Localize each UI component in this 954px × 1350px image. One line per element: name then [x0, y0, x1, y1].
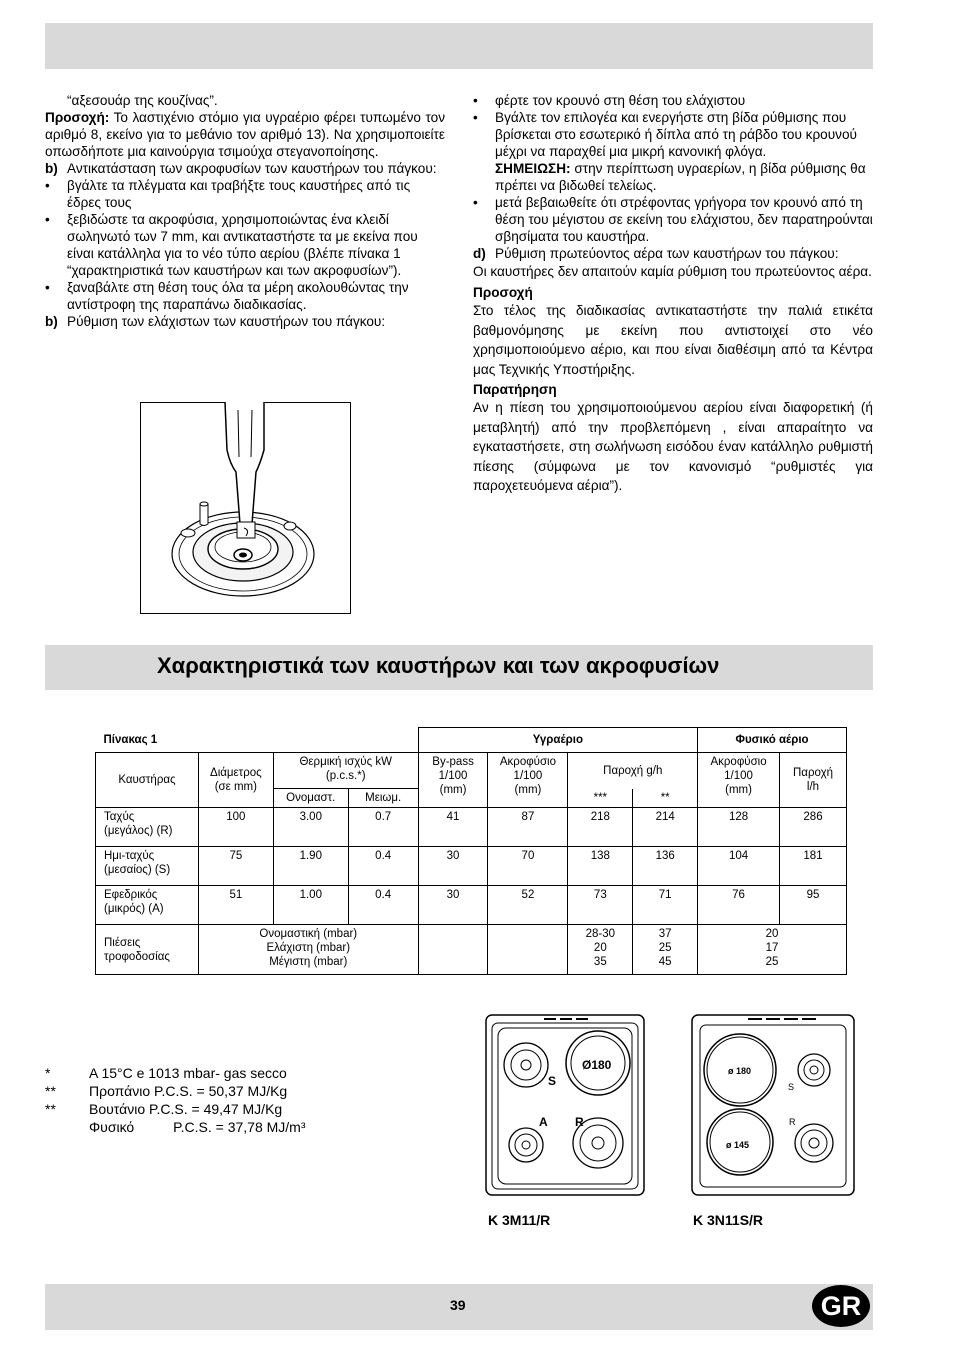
col-flow-gh: Παροχή g/h	[568, 752, 698, 789]
cell-flow-two-star: 136	[633, 847, 698, 886]
cell-ng-nozzle: 128	[698, 808, 780, 847]
cell-flow-three-star: 73	[568, 886, 633, 925]
pressure-three-star: 28-30 20 35	[568, 925, 633, 975]
bullet-text: ξεβιδώστε τα ακροφύσια, χρησιμοποιώντας ένα κλειδί σωληνωτό των 7 mm, και αντικαταστήστε τα με εκείνα που είναι κατάλληλα για το νέο τύπο αερίου (βλέπε πίνακα 1 “χαρακτηριστικά των καυστήρων και των ακροφυσίων”).	[67, 212, 418, 278]
col-nozzle: Ακροφύσιο 1/100 (mm)	[488, 752, 568, 808]
footnote	[45, 1082, 306, 1100]
footnote	[45, 1100, 306, 1118]
right-column	[473, 92, 873, 496]
cell-empty	[488, 925, 568, 975]
table-row	[96, 886, 847, 925]
intro-line: “αξεσουάρ της κουζίνας”.	[67, 93, 218, 108]
bullet-icon: •	[473, 110, 478, 125]
cell-nozzle: 52	[488, 886, 568, 925]
bullet-icon: •	[473, 93, 478, 108]
bullet-item	[45, 177, 445, 211]
model-label: K 3M11/R	[488, 1212, 551, 1228]
cell-flow-two-star: 214	[633, 808, 698, 847]
burner-name: Ημι-ταχύς (μεσαίος) (S)	[96, 847, 199, 886]
diameter-bottom-label: ø 145	[726, 1140, 750, 1150]
cell-reduced: 0.7	[348, 808, 418, 847]
col-diameter: Διάμετρος (σε mm)	[198, 752, 273, 808]
label-s: S	[788, 1082, 795, 1092]
footnote-symbol: **	[45, 1083, 56, 1099]
hob-diagram-k3n11sr	[690, 1013, 856, 1199]
bullet-text: φέρτε τον κρουνό στη θέση του ελάχιστου	[495, 93, 746, 108]
step-text: Ρύθμιση πρωτεύοντος αέρα των καυστήρων του πάγκου:	[495, 246, 839, 261]
bullet-text: Βγάλτε τον επιλογέα και ενεργήστε στη βίδα ρύθμισης που βρίσκεται στο εσωτερικό ή δίπλα από τη ράβδο του κρουνού μέχρι να παραχθεί μια μικρή κανονική φλόγα.	[495, 110, 857, 159]
caution-text: Το λαστιχένιο στόμιο για υγραέριο φέρει τυπωμένο τον αριθμό 8, εκείνο για το μεθάνιο τον αριθμό 13). Να χρησιμοποιείτε οπωσδήποτε μια καινούργια τσιμούχα στεγανοποίησης.	[45, 110, 445, 159]
cell-diameter: 75	[198, 847, 273, 886]
model-label: K 3N11S/R	[693, 1212, 764, 1228]
footnote	[45, 1118, 306, 1136]
step-text: Ρύθμιση των ελάχιστων των καυστήρων του πάγκου:	[67, 314, 386, 329]
col-ng-flow: Παροχή l/h	[780, 752, 847, 808]
col-reduced: Μειωμ.	[348, 789, 418, 808]
footnotes	[45, 1064, 306, 1136]
cell-flow-three-star: 138	[568, 847, 633, 886]
col-burner: Καυστήρας	[96, 752, 199, 808]
caution-heading: Προσοχή	[473, 285, 533, 300]
cell-bypass: 30	[418, 847, 488, 886]
footnote-text: Φυσικό P.C.S. = 37,78 MJ/m³	[89, 1119, 306, 1135]
pressure-label: Πιέσεις τροφοδοσίας	[96, 925, 199, 975]
step-b2	[45, 313, 445, 330]
burner-name: Ταχύς (μεγάλος) (R)	[96, 808, 199, 847]
step-b1	[45, 160, 445, 177]
footnote-text: Βουτάνιο P.C.S. = 49,47 MJ/Kg	[89, 1101, 283, 1117]
bullet-icon: •	[45, 280, 50, 295]
step-d	[473, 245, 873, 262]
cell-bypass: 30	[418, 886, 488, 925]
page-number: 39	[450, 1297, 466, 1313]
burner-spec-table	[95, 727, 847, 975]
pressure-row	[96, 925, 847, 975]
col-ng-nozzle: Ακροφύσιο 1/100 (mm)	[698, 752, 780, 808]
cell-ng-flow: 95	[780, 886, 847, 925]
bullet-icon: •	[45, 178, 50, 193]
bullet-item	[45, 211, 445, 279]
bullet-text: ξαναβάλτε στη θέση τους όλα τα μέρη ακολουθώντας την αντίστροφη της παραπάνω διαδικασίας.	[67, 280, 409, 312]
bullet-text: μετά βεβαιωθείτε ότι στρέφοντας γρήγορα τον κρουνό από τη θέση του μέγιστου σε εκείνη του ελάχιστου, δεν παρατηρούνται σβησίματα του καυστήρα.	[495, 195, 873, 244]
caution-label: Προσοχή:	[45, 110, 110, 125]
note-label: ΣΗΜΕΙΩΣΗ:	[495, 161, 571, 176]
cell-nozzle: 70	[488, 847, 568, 886]
burner-name: Εφεδρικός (μικρός) (A)	[96, 886, 199, 925]
step-marker: b)	[45, 161, 58, 176]
bullet-text: βγάλτε τα πλέγματα και τραβήξτε τους καυστήρες από τις έδρες τους	[67, 178, 411, 210]
table-caption: Πίνακας 1	[96, 728, 419, 753]
header-band	[45, 23, 873, 69]
bullet-item	[45, 279, 445, 313]
cell-nominal: 1.00	[273, 886, 348, 925]
col-bypass: By-pass 1/100 (mm)	[418, 752, 488, 808]
label-r: R	[789, 1117, 796, 1127]
section-title-band	[45, 645, 873, 690]
bullet-item	[473, 92, 873, 109]
pressure-two-star: 37 25 45	[633, 925, 698, 975]
col-two-star: **	[633, 789, 698, 808]
table-caption-row	[96, 728, 847, 753]
table-row	[96, 808, 847, 847]
cell-flow-three-star: 218	[568, 808, 633, 847]
step-marker: d)	[473, 246, 486, 261]
cell-nozzle: 87	[488, 808, 568, 847]
section-title: Χαρακτηριστικά των καυστήρων και των ακροφυσίων	[157, 653, 720, 678]
caution-body: Στο τέλος της διαδικασίας αντικαταστήστε την παλιά ετικέτα βαθμονόμησης με εκείνη που αντιστοιχεί στο νέο χρησιμοποιούμενο αέριο, και που είναι διαθέσιμη από τα Κέντρα μας Τεχνικής Υποστήριξης.	[473, 303, 873, 377]
language-code: GR	[820, 1290, 862, 1321]
cell-bypass: 41	[418, 808, 488, 847]
step-marker: b)	[45, 314, 58, 329]
label-r: R	[575, 1115, 584, 1129]
note-text: στην περίπτωση υγραερίων, η βίδα ρύθμισης θα πρέπει να βιδωθεί τελείως.	[495, 161, 866, 193]
footnote-symbol: **	[45, 1101, 56, 1117]
cell-ng-nozzle: 76	[698, 886, 780, 925]
bullet-item	[473, 194, 873, 245]
left-column	[45, 92, 445, 330]
cell-ng-flow: 181	[780, 847, 847, 886]
hob-diagram-k3m11r	[484, 1013, 648, 1199]
remark-body: Αν η πίεση του χρησιμοποιούμενου αερίου είναι διαφορετική (ή μεταβλητή) από την προβλεπόμενη , είναι απαραίτητο να εγκαταστήσετε, στη σωλήνωση εισόδου έναν κατάλληλο ρυθμιστή πίεσης (σύμφωνα με τον κανονισμό “ρυθμιστές για παροχετευόμενα αέρια”).	[473, 400, 873, 493]
footnote-symbol: *	[45, 1065, 51, 1081]
diameter-top-label: ø 180	[728, 1066, 752, 1076]
table-header-row	[96, 752, 847, 789]
cell-diameter: 100	[198, 808, 273, 847]
cell-empty	[418, 925, 488, 975]
step-text: Αντικατάσταση των ακροφυσίων των καυστήρων του πάγκου:	[67, 161, 437, 176]
footnote-text: Προπάνιο P.C.S. = 50,37 MJ/Kg	[89, 1083, 288, 1099]
footnote	[45, 1064, 306, 1082]
label-a: A	[539, 1115, 548, 1129]
cell-reduced: 0.4	[348, 847, 418, 886]
cell-nominal: 3.00	[273, 808, 348, 847]
cell-ng-flow: 286	[780, 808, 847, 847]
pressure-types: Ονομαστική (mbar) Ελάχιστη (mbar) Μέγιστη (mbar)	[198, 925, 418, 975]
col-nominal: Ονομαστ.	[273, 789, 348, 808]
label-s: S	[548, 1074, 557, 1088]
remark-heading: Παρατήρηση	[473, 382, 557, 397]
footnote-symbol	[45, 1118, 89, 1136]
cell-ng-nozzle: 104	[698, 847, 780, 886]
footnote-text: A 15°C e 1013 mbar- gas secco	[89, 1065, 287, 1081]
bullet-icon: •	[473, 195, 478, 210]
cell-diameter: 51	[198, 886, 273, 925]
col-three-star: ***	[568, 789, 633, 808]
bullet-item	[473, 109, 873, 160]
col-thermal-power: Θερμική ισχύς kW (p.c.s.*)	[273, 752, 418, 789]
ng-header: Φυσικό αέριο	[698, 728, 847, 753]
pressure-ng: 20 17 25	[698, 925, 847, 975]
cell-flow-two-star: 71	[633, 886, 698, 925]
burner-adjustment-illustration	[140, 402, 351, 614]
cell-nominal: 1.90	[273, 847, 348, 886]
table-row	[96, 847, 847, 886]
cell-reduced: 0.4	[348, 886, 418, 925]
caution-paragraph	[45, 109, 445, 160]
big-diameter-label: Ø180	[582, 1058, 612, 1072]
bullet-icon: •	[45, 212, 50, 227]
language-badge	[812, 1285, 870, 1327]
lpg-header: Υγραέριο	[418, 728, 697, 753]
note-paragraph	[473, 160, 873, 194]
d-body: Οι καυστήρες δεν απαιτούν καμία ρύθμιση του πρωτεύοντος αέρα.	[473, 264, 872, 279]
